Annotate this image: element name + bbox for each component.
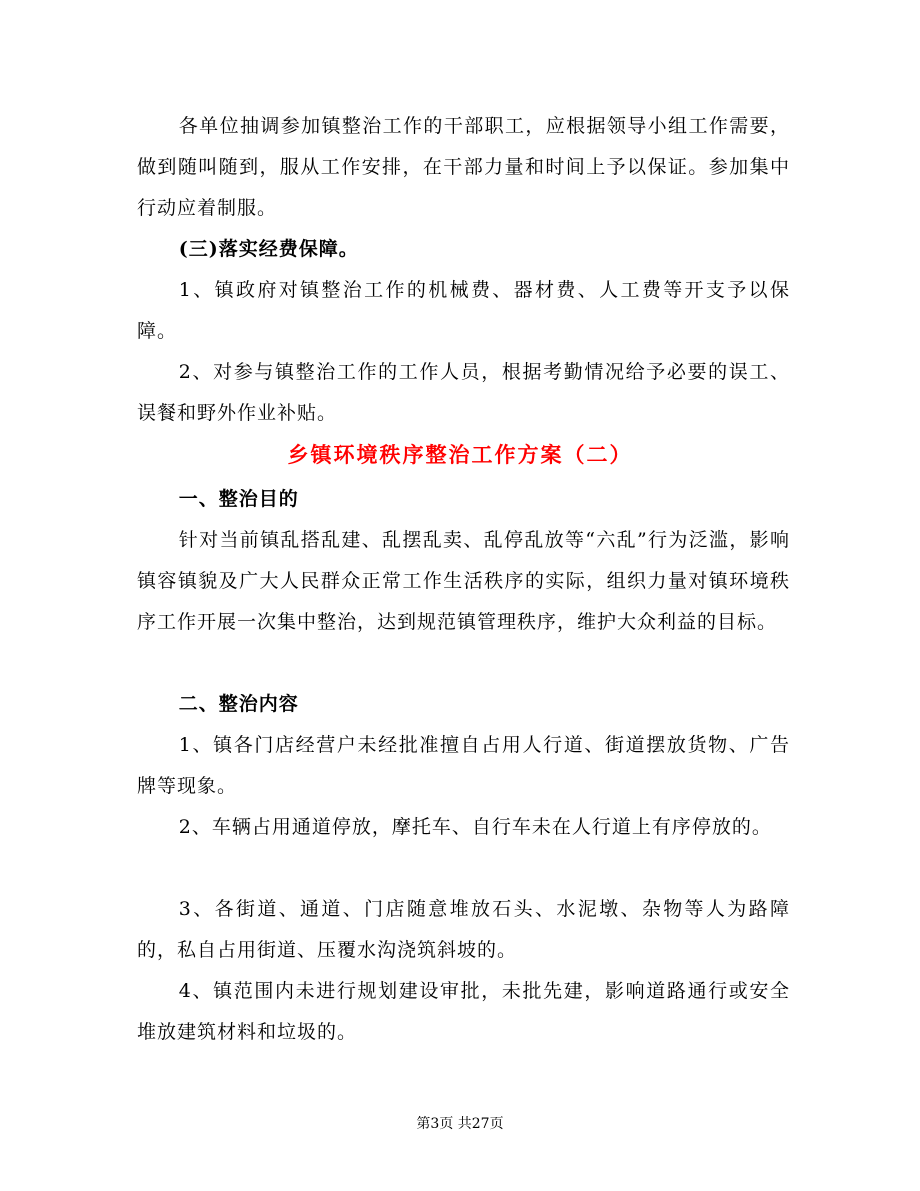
heading-content: 二、整治内容 bbox=[178, 693, 299, 715]
section-title: 乡镇环境秩序整治工作方案（二） bbox=[287, 442, 633, 467]
page-number: 第3页 共27页 bbox=[416, 1116, 504, 1132]
paragraph-content-4: 4、镇范围内未进行规划建设审批，未批先建，影响道路通行或安全堆放建筑材料和垃圾的。 bbox=[137, 980, 790, 1043]
paragraph-content-2: 2、车辆占用通道停放，摩托车、自行车未在人行道上有序停放的。 bbox=[178, 816, 772, 838]
paragraph-funding-2: 2、对参与镇整治工作的工作人员，根据考勤情况给予必要的误工、误餐和野外作业补贴。 bbox=[137, 361, 790, 424]
paragraph-content-1: 1、镇各门店经营户未经批准擅自占用人行道、街道摆放货物、广告牌等现象。 bbox=[137, 734, 790, 797]
paragraph-content-3: 3、各街道、通道、门店随意堆放石头、水泥墩、杂物等人为路障的，私自占用街道、压覆水沟浇筑斜坡的。 bbox=[137, 898, 790, 961]
paragraph-funding-1: 1、镇政府对镇整治工作的机械费、器材费、人工费等开支予以保障。 bbox=[137, 279, 790, 342]
paragraph-purpose: 针对当前镇乱搭乱建、乱摆乱卖、乱停乱放等“六乱”行为泛滥，影响镇容镇貌及广大人民群众正常工作生活秩序的实际，组织力量对镇环境秩序工作开展一次集中整治，达到规范镇管理秩序，维护大众利益的目标。 bbox=[137, 529, 790, 633]
heading-funding: (三)落实经费保障。 bbox=[178, 238, 359, 260]
heading-purpose: 一、整治目的 bbox=[178, 488, 299, 510]
paragraph-staff-duty: 各单位抽调参加镇整治工作的干部职工，应根据领导小组工作需要，做到随叫随到，服从工作安排，在干部力量和时间上予以保证。参加集中行动应着制服。 bbox=[137, 115, 790, 219]
